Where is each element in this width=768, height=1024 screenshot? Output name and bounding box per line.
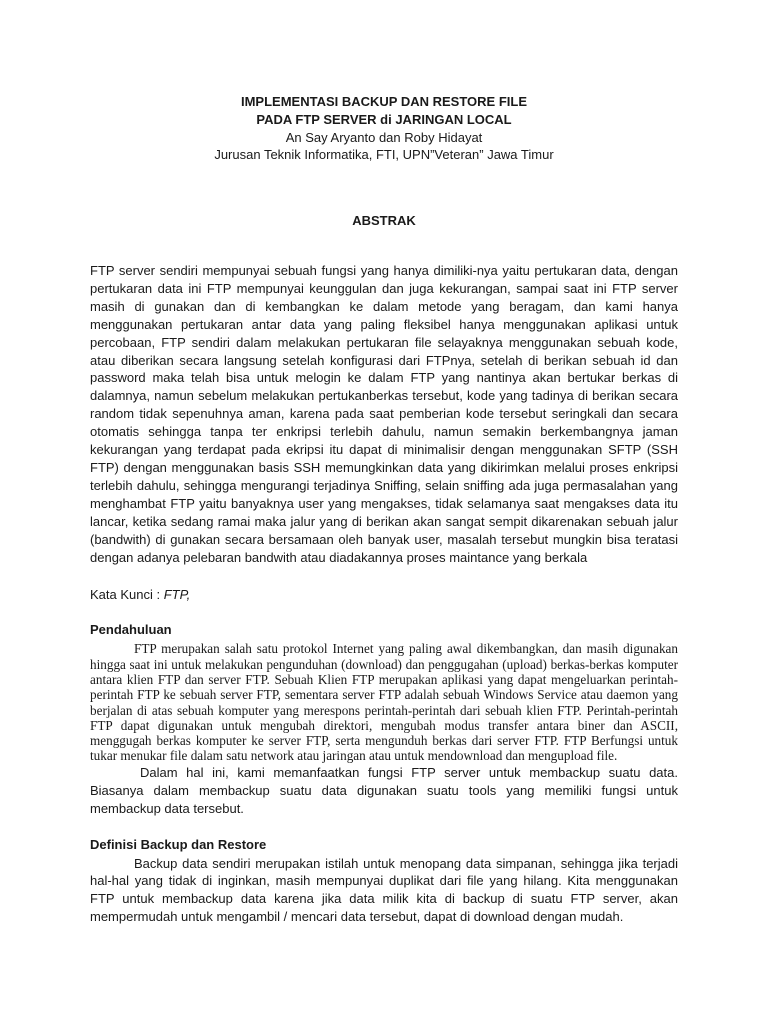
keywords-label: Kata Kunci : bbox=[90, 587, 164, 603]
paper-title-line-1: IMPLEMENTASI BACKUP DAN RESTORE FILE bbox=[240, 94, 528, 109]
backup-restore-paragraph-1: Backup data sendiri merupakan istilah untuk menopang data simpanan, sehingga jika terjadi hal-hal yang tidak di inginkan, masih mempunyai duplikat dari file yang hilang. Kita menggunakan FTP untuk membackup data karena jika data milik kita di backup di suatu FTP server, akan mempermudah untuk mengambil / mencari data tersebut, dapat di download dengan mudah. bbox=[90, 855, 678, 924]
keywords-value: FTP, bbox=[163, 587, 191, 603]
pendahuluan-paragraph-2: Dalam hal ini, kami memanfaatkan fungsi FTP server untuk membackup suatu data. Biasanya dalam membackup suatu data digunakan suatu tools yang memiliki fungsi untuk membackup data tersebut. bbox=[90, 764, 678, 816]
section-heading-pendahuluan: Pendahuluan bbox=[90, 622, 172, 638]
paper-title-line-2: PADA FTP SERVER di JARINGAN LOCAL bbox=[256, 112, 512, 127]
section-heading-backup-restore: Definisi Backup dan Restore bbox=[90, 836, 267, 852]
pendahuluan-paragraph-1: FTP merupakan salah satu protokol Internet yang paling awal dikembangkan, dan masih digunakan hingga saat ini untuk melakukan pengunduhan (download) dan penggugahan (upload) berkas-berkas komputer antara klien FTP dan server FTP. Sebuah Klien FTP merupakan aplikasi yang dapat mengeluarkan perintah-perintah FTP ke sebuah server FTP, sementara server FTP adalah sebuah Windows Service atau daemon yang berjalan di atas sebuah komputer yang merespons perintah-perintah dari sebuah klien FTP. Perintah-perintah FTP dapat digunakan untuk mengubah direktori, mengubah modus transfer antara biner dan ASCII, menggugah berkas komputer ke server FTP, serta mengunduh berkas dari server FTP. FTP Berfungsi untuk tukar menukar file dalam satu network atau jaringan atau untuk mendownload dan mengupload file. bbox=[90, 641, 678, 764]
keywords-line bbox=[90, 586, 678, 604]
paper-affiliation: Jurusan Teknik Informatika, FTI, UPN”Veteran” Jawa Timur bbox=[214, 147, 554, 162]
document-page bbox=[90, 93, 678, 926]
abstract-body: FTP server sendiri mempunyai sebuah fungsi yang hanya dimiliki-nya yaitu pertukaran data, dengan pertukaran data ini FTP mempunyai keunggulan dan juga kekurangan, sampai saat ini FTP server masih di gunakan dan di kembangkan ke dalam metode yang beragam, dan kami hanya menggunakan pertukaran antar data yang paling fleksibel hanya menggunakan aplikasi untuk percobaan, FTP sendiri dalam melakukan pertukaran file selayaknya menggunakan sebuah kode, atau diberikan secara langsung setelah konfigurasi dari FTPnya, setelah di berikan sebuah id dan password maka telah bisa untuk melogin ke dalam FTP yang nantinya akan bertukar berkas di dalamnya, namun sebelum melakukan pertukanberkas tersebut, kode yang tadinya di berikan secara random tidak sepenuhnya aman, karena pada saat pemberian kode tersebut seringkali dan secara otomatis sehingga tanpa ter enkripsi terlebih dahulu, namun semakin berkembangnya jaman kekurangan yang terdapat pada ekripsi itu dapat di minimalisir dengan menggunakan SFTP (SSH FTP) dengan menggunakan basis SSH memungkinkan data yang dikirimkan melalui proses enkripsi terlebih dahulu, sehingga mengurangi terjadinya Sniffing, selain sniffing ada juga permasalahan yang menghambat FTP yaitu banyaknya user yang mengakses, tidak selamanya saat mengakses data itu lancar, ketika sedang ramai maka jalur yang di berikan akan sangat sempit dikarenakan sebuah jalur (bandwith) di gunakan secara bersamaan oleh banyak user, masalah tersebut mungkin bisa teratasi dengan adanya pelebaran bandwith atau diadakannya proses maintance yang berkala bbox=[90, 263, 678, 565]
paper-authors: An Say Aryanto dan Roby Hidayat bbox=[285, 130, 483, 145]
abstract-heading: ABSTRAK bbox=[352, 213, 416, 228]
title-block bbox=[90, 93, 678, 163]
